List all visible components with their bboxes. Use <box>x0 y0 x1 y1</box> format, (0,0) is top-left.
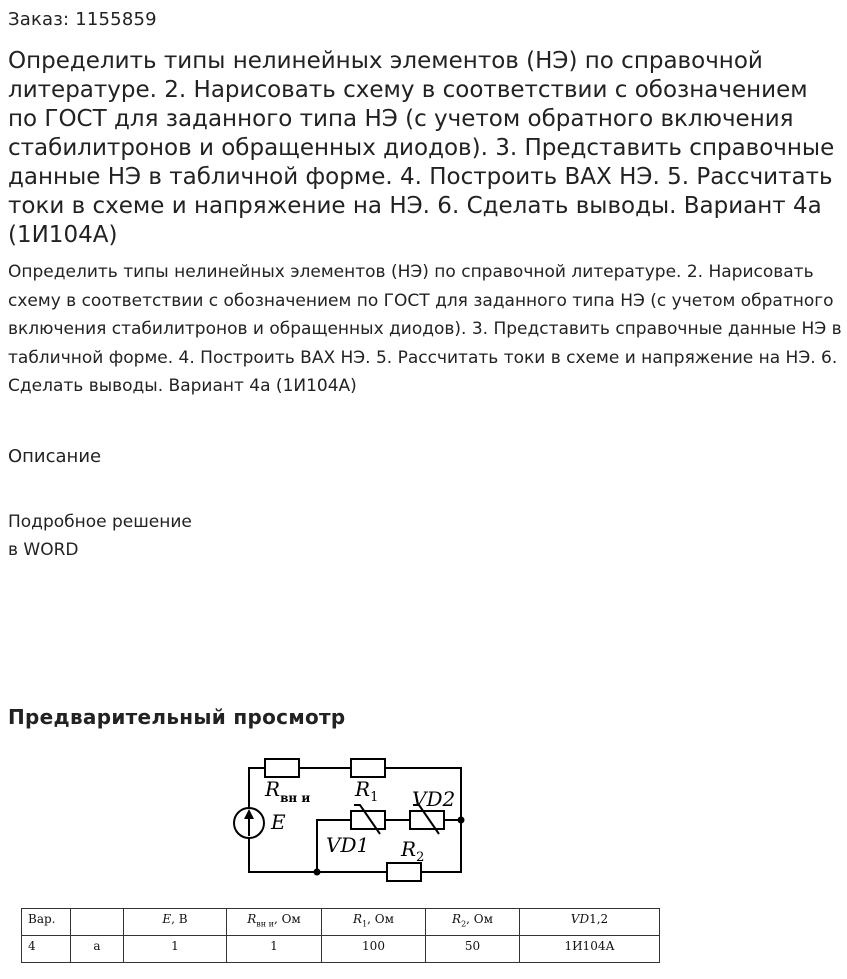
cell-rvn: 1 <box>227 936 322 963</box>
description-label: Описание <box>8 446 102 467</box>
nonlinear-element-vd1 <box>351 811 385 829</box>
cell-e: 1 <box>124 936 227 963</box>
resistor-r2 <box>387 863 421 881</box>
resistor-rvn <box>265 759 299 777</box>
nonlinear-element-vd2 <box>410 811 444 829</box>
cell-letter: а <box>71 936 124 963</box>
header-vd: VD1,2 <box>520 909 660 936</box>
label-rvn: $R_{вн и}$ <box>265 777 311 805</box>
junction-node-right <box>458 817 465 824</box>
wire-top-left <box>249 768 265 808</box>
variant-table <box>21 908 660 963</box>
label-r1: $R_1$ <box>355 777 379 805</box>
table-header-row <box>22 909 660 936</box>
label-r2: $R_2$ <box>401 837 425 865</box>
header-r2: $R_2$, Ом <box>426 909 520 936</box>
header-rvn: $R_{вн и}$, Ом <box>227 909 322 936</box>
resistor-r1 <box>351 759 385 777</box>
header-empty <box>71 909 124 936</box>
page-title: Определить типы нелинейных элементов (НЭ) по справочной литературе. 2. Нарисовать схему в соответствии с обозначением по ГОСТ для заданного типа НЭ (с учетом обратного включения стабилитронов и обращенных диодов). 3. Представить справочные данные НЭ в табличной форме. 4. Построить ВАХ НЭ. 5. Рассчитать токи в схеме и напряжение на НЭ. 6. Сделать выводы. Вариант 4а (1И104А) <box>8 48 835 248</box>
label-vd1: VD1 <box>326 833 370 857</box>
description-line-2: в WORD <box>8 540 79 560</box>
cell-r1: 100 <box>322 936 426 963</box>
task-body-text: Определить типы нелинейных элементов (НЭ) по справочной литературе. 2. Нарисовать схему в соответствии с обозначением по ГОСТ для заданного типа НЭ (с учетом обратного включения стабилитронов и обращенных диодов). 3. Представить справочные данные НЭ в табличной форме. 4. Построить ВАХ НЭ. 5. Рассчитать токи в схеме и напряжение на НЭ. 6. Сделать выводы. Вариант 4а (1И104А) <box>8 262 842 397</box>
header-e: E, В <box>124 909 227 936</box>
cell-var: 4 <box>22 936 71 963</box>
description-line-1: Подробное решение <box>8 512 192 532</box>
header-var: Вар. <box>22 909 71 936</box>
cell-vd: 1И104А <box>520 936 660 963</box>
header-r1: $R_1$, Ом <box>322 909 426 936</box>
order-number: Заказ: 1155859 <box>8 9 157 30</box>
source-arrow-head-icon <box>244 809 254 819</box>
table-row <box>22 936 660 963</box>
junction-node-bottom <box>314 869 321 876</box>
label-e: E <box>271 810 286 834</box>
cell-r2: 50 <box>426 936 520 963</box>
preview-heading: Предварительный просмотр <box>8 705 346 729</box>
label-vd2: VD2 <box>412 787 456 811</box>
